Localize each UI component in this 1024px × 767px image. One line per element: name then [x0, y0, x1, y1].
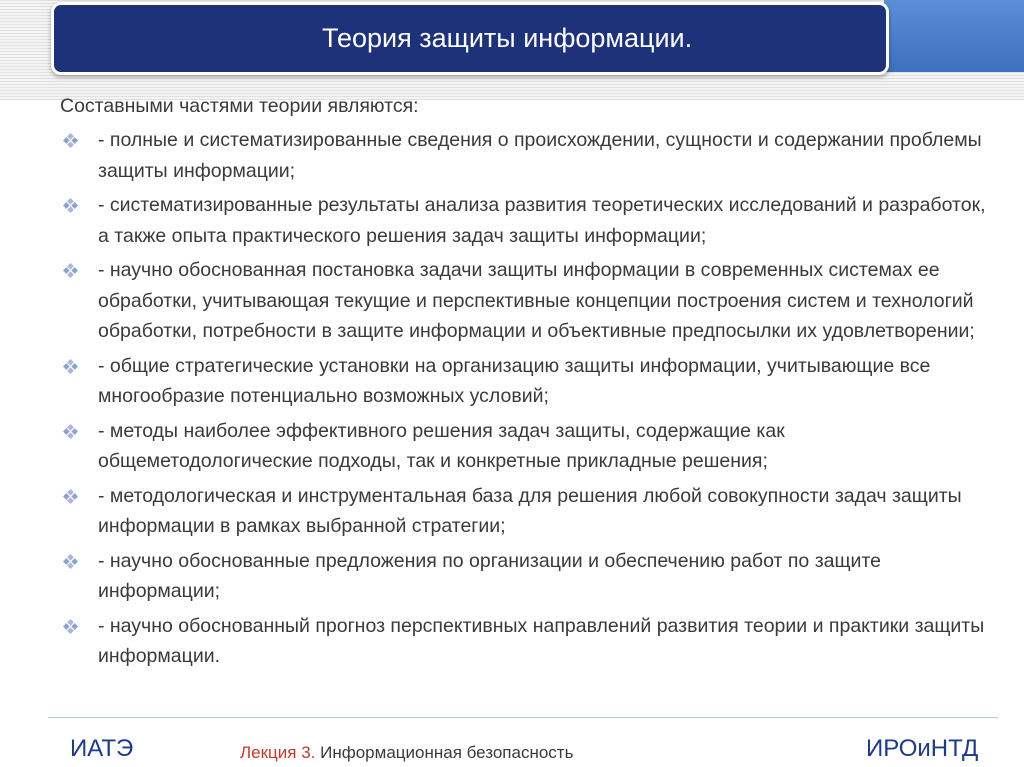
list-item-text: - систематизированные результаты анализа развития теоретических исследований и разработок, а также опыта практического решения задач защиты информации; [98, 194, 986, 247]
list-item [60, 351, 990, 412]
diamond-bullet-icon [63, 133, 78, 148]
list-item [60, 546, 990, 607]
list-item [60, 125, 990, 186]
footer-institute: ИАТЭ [70, 735, 134, 762]
footer-department: ИРОиНТД [866, 735, 979, 762]
list-item [60, 190, 990, 251]
list-item-text: - научно обоснованный прогноз перспективных направлений развития теории и практики защиты информации. [98, 614, 985, 667]
list-item-text: - научно обоснованные предложения по организации и обеспечению работ по защите информации; [98, 549, 881, 602]
list-item [60, 481, 990, 542]
list-item-text: - методы наиболее эффективного решения задач защиты, содержащие как общеметодологические подходы, так и конкретные прикладные решения; [98, 419, 785, 472]
diamond-bullet-icon [63, 263, 78, 278]
intro-text: Составными частями теории являются: [60, 95, 419, 117]
footer-divider [48, 717, 998, 718]
list-item [60, 611, 990, 672]
list-item [60, 255, 990, 347]
slide-title: Теория защиты информации. [322, 23, 693, 53]
list-item [60, 416, 990, 477]
list-item-text: - научно обоснованная постановка задачи защиты информации в современных системах ее обработки, учитывающая текущие и перспективные концепции построения систем и технологий обработки, потребности в защите информации и объективные предпосылки их удовлетворении; [98, 259, 975, 342]
diamond-bullet-icon [63, 489, 78, 504]
footer-lecture-info [240, 742, 573, 764]
diamond-bullet-icon [63, 198, 78, 213]
diamond-bullet-icon [63, 359, 78, 374]
diamond-bullet-icon [63, 619, 78, 634]
list-item-text: - общие стратегические установки на организацию защиты информации, учитывающие все многообразие потенциально возможных условий; [98, 354, 931, 407]
slide-content [60, 93, 990, 676]
lecture-number: Лекция 3. [240, 743, 316, 762]
course-name: Информационная безопасность [320, 743, 574, 762]
bullet-list [60, 125, 990, 672]
diamond-bullet-icon [63, 554, 78, 569]
title-bar [51, 2, 889, 75]
diamond-bullet-icon [63, 424, 78, 439]
header-corner-accent [884, 0, 1024, 72]
list-item-text: - методологическая и инструментальная база для решения любой совокупности задач защиты информации в рамках выбранной стратегии; [98, 484, 962, 537]
list-item-text: - полные и систематизированные сведения о происхождении, сущности и содержании проблемы защиты информации; [98, 129, 982, 182]
